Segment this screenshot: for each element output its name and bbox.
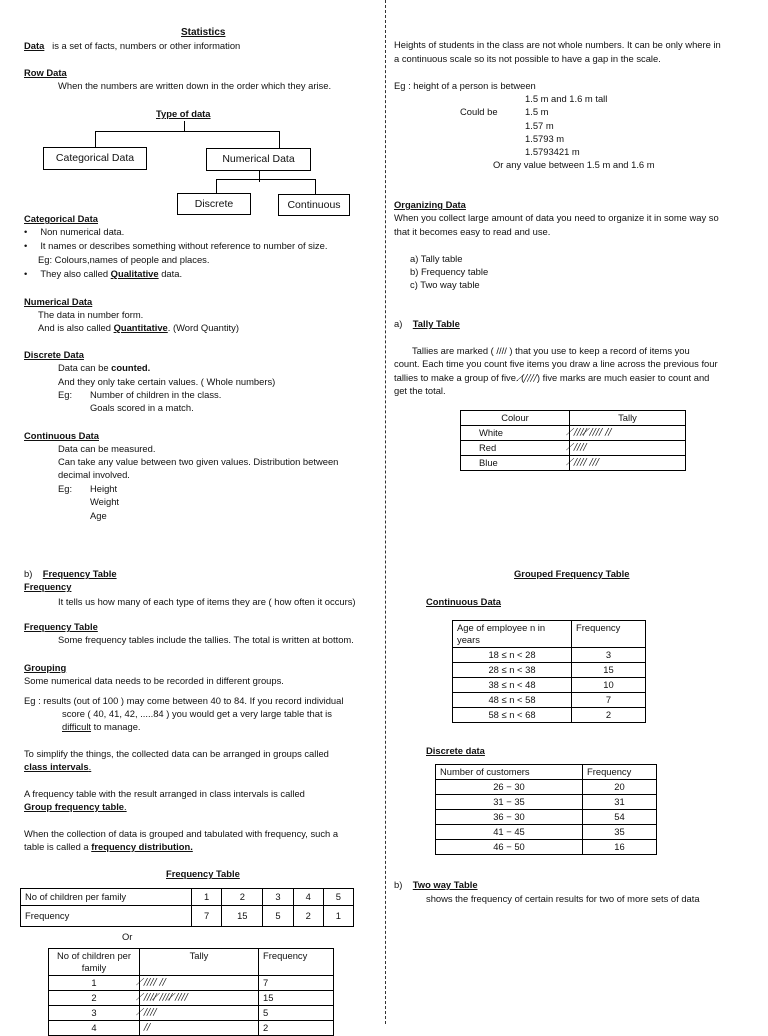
table-cell: 41 − 45 xyxy=(436,825,583,840)
continuous-eg: Weight xyxy=(90,496,120,507)
tally-cell: // xyxy=(140,1021,259,1036)
table-cell: 3 xyxy=(49,1006,140,1021)
tally-cell: ̸//// /// xyxy=(570,456,686,471)
frequency-text: It tells us how many of each type of items they are ( how often it occurs) xyxy=(58,596,356,607)
height-eg: Eg : height of a person is between xyxy=(394,80,536,91)
table-row xyxy=(49,991,334,1006)
diagram-line xyxy=(95,131,96,148)
table-row xyxy=(453,621,646,648)
grouping-heading: Grouping xyxy=(24,662,67,673)
page-divider xyxy=(385,0,386,1024)
table-cell: White xyxy=(461,426,570,441)
table-row xyxy=(461,426,686,441)
table-header-cell: Frequency xyxy=(572,621,646,648)
diagram-line xyxy=(216,179,316,180)
table-row xyxy=(436,825,657,840)
table-row xyxy=(49,949,334,976)
class-intervals-term: class intervals. xyxy=(24,761,92,772)
table-cell: 38 ≤ n < 48 xyxy=(453,678,572,693)
diagram-line xyxy=(95,131,280,132)
table-header-cell: Frequency xyxy=(583,765,657,780)
table-cell: 20 xyxy=(583,780,657,795)
categorical-heading: Categorical Data xyxy=(24,213,98,224)
discrete-data-heading: Discrete data xyxy=(426,745,485,756)
tally-text: get the total. xyxy=(394,385,446,396)
continuous-text: Can take any value between two given values. Distribution between xyxy=(58,456,339,467)
continuous-data-heading: Continuous Data xyxy=(426,596,501,607)
gft-term: Group frequency table. xyxy=(24,801,127,812)
tally-text: tallies to make a group of five. (̸////) five marks are much easier to count and xyxy=(394,372,710,384)
discrete-text: Data can be counted. xyxy=(58,362,151,373)
grouping-eg: score ( 40, 41, 42, .....84 ) you would get a very large table that is xyxy=(62,708,332,719)
table-cell: Blue xyxy=(461,456,570,471)
table-cell: 2 xyxy=(572,708,646,723)
frequency-table-horizontal xyxy=(20,888,354,927)
table-cell: 36 − 30 xyxy=(436,810,583,825)
table-row xyxy=(436,840,657,855)
discrete-eg: Number of children in the class. xyxy=(90,389,222,400)
page-title: Statistics xyxy=(181,27,226,38)
grouping-text: Some numerical data needs to be recorded in different groups. xyxy=(24,675,284,686)
height-value: 1.5793 m xyxy=(525,133,565,144)
table-row xyxy=(21,889,354,906)
organizing-text: that it becomes easy to read and use. xyxy=(394,226,551,237)
table-header-cell: Number of customers xyxy=(436,765,583,780)
numerical-heading: Numerical Data xyxy=(24,296,93,307)
table-cell: 7 xyxy=(192,906,222,927)
table-cell: 2 xyxy=(259,1021,334,1036)
numerical-data-box: Numerical Data xyxy=(206,148,311,171)
grouping-eg: Eg : results (out of 100 ) may come between 40 to 84. If you record individual xyxy=(24,695,344,706)
table-cell: 4 xyxy=(293,889,323,906)
table-cell: 1 xyxy=(49,976,140,991)
tally-text: Tallies are marked ( //// ) that you use to keep a record of items you xyxy=(412,345,690,356)
tally-text: count. Each time you count five items you draw a line across the previous four xyxy=(394,358,718,369)
table-row xyxy=(453,708,646,723)
table-row xyxy=(436,765,657,780)
simplify-text: To simplify the things, the collected data can be arranged in groups called xyxy=(24,748,329,759)
table-cell: 46 − 50 xyxy=(436,840,583,855)
table-cell: 3 xyxy=(263,889,293,906)
table-row xyxy=(21,906,354,927)
table-row xyxy=(436,795,657,810)
discrete-text: And they only take certain values. ( Whole numbers) xyxy=(58,376,276,387)
table-cell: 5 xyxy=(323,889,353,906)
table-cell: 7 xyxy=(259,976,334,991)
grouped-frequency-heading: Grouped Frequency Table xyxy=(514,568,630,579)
table-cell: 28 ≤ n < 38 xyxy=(453,663,572,678)
list-item: • It names or describes something without reference to number of size. xyxy=(24,240,328,251)
table-cell: 2 xyxy=(49,991,140,1006)
table-header-cell: Colour xyxy=(461,411,570,426)
continuous-box: Continuous xyxy=(278,194,350,216)
table-header-cell: No of children per family xyxy=(49,949,140,976)
continuous-eg: Age xyxy=(90,510,107,521)
continuous-eg: Height xyxy=(90,483,118,494)
discrete-eg-label: Eg: xyxy=(58,389,73,400)
list-item: c) Two way table xyxy=(410,279,480,290)
discrete-grouped-table xyxy=(435,764,657,855)
table-cell: 54 xyxy=(583,810,657,825)
tally-cell: ̸//// ̸//// // xyxy=(570,426,686,441)
table-cell: 3 xyxy=(572,648,646,663)
height-range: 1.5 m and 1.6 m tall xyxy=(525,93,608,104)
table-cell: 1 xyxy=(323,906,353,927)
table-row xyxy=(461,411,686,426)
table-cell: 15 xyxy=(259,991,334,1006)
height-value: 1.5 m xyxy=(525,106,549,117)
table-cell: 48 ≤ n < 58 xyxy=(453,693,572,708)
table-cell: 4 xyxy=(49,1021,140,1036)
table-cell: 18 ≤ n < 28 xyxy=(453,648,572,663)
numerical-text: And is also called Quantitative. (Word Quantity) xyxy=(38,322,239,333)
continuous-grouped-table xyxy=(452,620,646,723)
table-row xyxy=(461,456,686,471)
tally-cell: ̸//// // xyxy=(140,976,259,991)
tally-cell: ̸//// ̸//// ̸//// xyxy=(140,991,259,1006)
table-cell: 7 xyxy=(572,693,646,708)
table-cell: No of children per family xyxy=(21,889,192,906)
organizing-text: When you collect large amount of data you need to organize it in some way so xyxy=(394,212,719,223)
list-item: • Non numerical data. xyxy=(24,226,125,237)
height-or-any: Or any value between 1.5 m and 1.6 m xyxy=(493,159,655,170)
table-row xyxy=(453,678,646,693)
diagram-line xyxy=(315,179,316,194)
continuous-explanation: a continuous scale so its not possible to have a gap in the scale. xyxy=(394,53,661,64)
table-cell: 5 xyxy=(259,1006,334,1021)
diagram-line xyxy=(184,121,185,131)
could-be-label: Could be xyxy=(460,106,498,117)
table-row xyxy=(453,648,646,663)
table-row xyxy=(436,810,657,825)
categorical-eg: Eg: Colours,names of people and places. xyxy=(38,254,210,265)
table-header-cell: Tally xyxy=(140,949,259,976)
table-row xyxy=(49,1006,334,1021)
continuous-text: Data can be measured. xyxy=(58,443,156,454)
colour-tally-table xyxy=(460,410,686,471)
table-cell: 31 xyxy=(583,795,657,810)
table-cell: 58 ≤ n < 68 xyxy=(453,708,572,723)
diagram-line xyxy=(216,179,217,193)
or-text: Or xyxy=(122,931,133,942)
table-cell: 2 xyxy=(222,889,263,906)
diagram-line xyxy=(279,131,280,148)
list-item: a) Tally table xyxy=(410,253,463,264)
table-cell: 31 − 35 xyxy=(436,795,583,810)
table-cell: 1 xyxy=(192,889,222,906)
organizing-heading: Organizing Data xyxy=(394,199,466,210)
table-cell: 2 xyxy=(293,906,323,927)
table-header-cell: Age of employee n in years xyxy=(453,621,572,648)
row-data-text: When the numbers are written down in the order which they arise. xyxy=(58,80,332,91)
table-row xyxy=(49,976,334,991)
frequency-tally-table xyxy=(48,948,334,1036)
table-header-cell: Frequency xyxy=(259,949,334,976)
two-way-table-text: shows the frequency of certain results for two of more sets of data xyxy=(426,893,700,904)
type-of-data-heading: Type of data xyxy=(156,108,211,119)
list-item: b) Frequency table xyxy=(410,266,489,277)
diagram-line xyxy=(259,170,260,182)
table-row xyxy=(49,1021,334,1036)
height-value: 1.5793421 m xyxy=(525,146,580,157)
grouping-eg: difficult to manage. xyxy=(62,721,141,732)
table-cell: 5 xyxy=(263,906,293,927)
numerical-text: The data in number form. xyxy=(38,309,144,320)
two-way-table-heading: b) Two way Table xyxy=(394,879,478,890)
frequency-table-title: Frequency Table xyxy=(166,868,240,879)
table-cell: 15 xyxy=(222,906,263,927)
table-row xyxy=(436,780,657,795)
table-row xyxy=(461,441,686,456)
table-cell: 16 xyxy=(583,840,657,855)
tally-mark: ̸//// xyxy=(524,373,537,384)
continuous-eg-label: Eg: xyxy=(58,483,73,494)
tally-cell: ̸//// xyxy=(140,1006,259,1021)
data-definition: Data is a set of facts, numbers or other information xyxy=(24,40,241,51)
gft-text: A frequency table with the result arranged in class intervals is called xyxy=(24,788,305,799)
continuous-text: decimal involved. xyxy=(58,469,130,480)
list-item: • They also called Qualitative data. xyxy=(24,268,183,279)
table-row xyxy=(453,663,646,678)
tally-cell: ̸//// xyxy=(570,441,686,456)
continuous-explanation: Heights of students in the class are not whole numbers. It can be only where in xyxy=(394,39,721,50)
row-data-heading: Row Data xyxy=(24,67,67,78)
frequency-table-text: Some frequency tables include the tallies. The total is written at bottom. xyxy=(58,634,354,645)
table-cell: 15 xyxy=(572,663,646,678)
table-cell: 10 xyxy=(572,678,646,693)
height-value: 1.57 m xyxy=(525,120,554,131)
table-cell: Red xyxy=(461,441,570,456)
fd-text: table is called a frequency distribution. xyxy=(24,841,193,852)
tally-table-heading: a) Tally Table xyxy=(394,318,460,329)
categorical-data-box: Categorical Data xyxy=(43,147,147,170)
frequency-heading: Frequency xyxy=(24,581,72,592)
table-row xyxy=(453,693,646,708)
continuous-heading: Continuous Data xyxy=(24,430,99,441)
table-header-cell: Tally xyxy=(570,411,686,426)
discrete-box: Discrete xyxy=(177,193,251,215)
frequency-table-subheading: Frequency Table xyxy=(24,621,98,632)
frequency-table-heading: b) Frequency Table xyxy=(24,568,117,579)
table-cell: 35 xyxy=(583,825,657,840)
fd-text: When the collection of data is grouped and tabulated with frequency, such a xyxy=(24,828,339,839)
table-cell: 26 − 30 xyxy=(436,780,583,795)
table-cell: Frequency xyxy=(21,906,192,927)
discrete-heading: Discrete Data xyxy=(24,349,84,360)
discrete-eg: Goals scored in a match. xyxy=(90,402,194,413)
